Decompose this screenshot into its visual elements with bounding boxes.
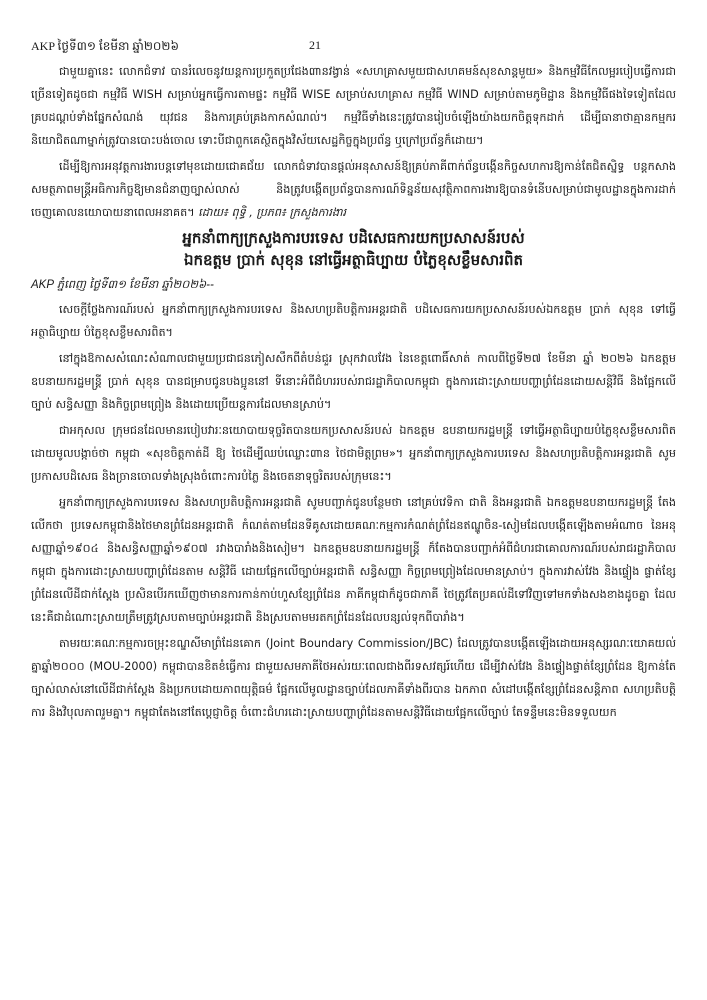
title-line: ឯកឧត្តម ប្រាក់ សុខុន នៅធ្វើអត្ថាធិប្បាយ បំភ្លៃខុសខ្លឹមសារពិត: [183, 251, 524, 269]
paragraph: តាមរយៈគណៈកម្មការចម្រុះខណ្ឌសីមាព្រំដែនគោក (Joint Boundary Commission/JBC) ដែលត្រូវបានបង្កើតឡើងដោយអនុស្សរណៈយោគយល់គ្នាឆ្នាំ២០០០ (MOU-2000) កម្ពុជាបានខិតខំធ្វើការ ជាមួយសមភាគីថៃអស់រយៈពេលជាងពីរទសវត្សរ៍ហើយ ដើម្បីវាស់វែង និងផ្ទៀងផ្ទាត់ខ្សែព្រំដែន ឱ្យកាន់តែ ច្បាស់លាស់នៅលើដីជាក់ស្តែង និងប្រកបដោយភាពយុត្តិធម៌ ផ្អែកលើមូលដ្ឋានច្បាប់ដែលភាគីទាំងពីរបាន ឯកភាព សំដៅបង្កើតខ្សែព្រំដែនសន្តិភាព សហប្រតិបត្តិការ និងវិបុលភាពរួមគ្នា។ កម្ពុជាតែងនៅតែប្តេជ្ញាចិត្ត ចំពោះជំហរដោះស្រាយបញ្ហាព្រំដែនតាមសន្តិវិធីដោយផ្អែកលើច្បាប់ តែទន្ទឹមនេះមិនទទួលយក: [31, 637, 676, 719]
paragraph: នៅក្នុងឱកាសសំណេះសំណាលជាមួយប្រជាជនភៀសសឹកពីតំបន់ជួរ ស្រុកវាលវែង នៃខេត្តពោធិ៍សាត់ កាលពីថ្ងៃទី២៧ ខែមីនា ឆ្នាំ ២០២៦ ឯកឧត្តមឧបនាយករដ្ឋមន្ត្រី ប្រាក់ សុខុន បានជម្រាបជូនបងប្អូននៅ ទីនោះអំពីជំហររបស់រាជរដ្ឋាភិបាលកម្ពុជា ក្នុងការដោះស្រាយបញ្ហាព្រំដែនដោយសន្តិវិធី និងផ្អែកលើច្បាប់ សន្ធិសញ្ញា និងកិច្ចព្រមព្រៀង និងដោយប្រើយន្តការដែលមានស្រាប់។: [31, 352, 676, 411]
page-header: [31, 38, 676, 54]
paragraph: [31, 155, 676, 224]
article-byline: ដោយ៖ ពុទ្ធិ , ប្រភព៖ ក្រសួងការងារ: [198, 206, 347, 219]
page-content: [31, 60, 676, 727]
article-dateline: AKP ភ្នំពេញ ថ្ងៃទី៣១ ខែមីនា ឆ្នាំ២០២៦--: [31, 279, 214, 291]
paragraph: អ្នកនាំពាក្យក្រសួងការបរទេស និងសហប្រតិបត្តិការអន្តរជាតិ សូមបញ្ជាក់ជូនបន្ថែមថា នៅគ្រប់វេទិកា ជាតិ និងអន្តរជាតិ ឯកឧត្តមឧបនាយករដ្ឋមន្ត្រី តែងលើកថា ប្រទេសកម្ពុជានិងថៃមានព្រំដែនអន្តរជាតិ កំណត់តាមដែនទីគូសដោយគណៈកម្មការកំណត់ព្រំដែនឥណ្ឌូចិន-សៀមដែលបង្កើតឡើងតាមអំណាច នៃអនុសញ្ញាឆ្នាំ១៩០៤ និងសន្ធិសញ្ញាឆ្នាំ១៩០៧ រវាងបារាំងនិងសៀម។ ឯកឧត្តមឧបនាយករដ្ឋមន្ត្រី ក៏តែងបានបញ្ជាក់អំពីជំហរជាគោលការណ៍របស់រាជរដ្ឋាភិបាលកម្ពុជា ក្នុងការដោះស្រាយបញ្ហាព្រំដែនតាម សន្តិវិធី ដោយផ្អែកលើច្បាប់អន្តរជាតិ សន្ធិសញ្ញា កិច្ចព្រមព្រៀងដែលមានស្រាប់។ ក្នុងការវាស់វែង និងផ្ទៀង ផ្ទាត់ខ្សែព្រំដែនលើដីជាក់ស្តែង ប្រសិនបើរកឃើញថាមានការកាន់កាប់ហួសខ្សែព្រំដែន ភាគីកម្ពុជាក៏ដូចជាភាគី ថៃត្រូវតែប្រគល់ដីទៅវិញទៅមកទាំងសងខាងដូចគ្នា ដែលនេះគឺជាដំណោះស្រាយត្រឹមត្រូវស្របតាមច្បាប់អន្តរជាតិ និងស្របតាមមរតកព្រំដែនដែលបន្សល់ទុកពីបារាំង។: [31, 496, 676, 624]
paragraph: សេចក្តីថ្លែងការណ៍របស់ អ្នកនាំពាក្យក្រសួងការបរទេស និងសហប្រតិបត្តិការអន្តរជាតិ បដិសេធការយកប្រសាសន៍របស់ឯកឧត្តម ប្រាក់ សុខុន ទៅធ្វើអត្ថាធិប្បាយ បំភ្លៃខុសខ្លឹមសារពិត។: [31, 303, 676, 339]
title-line: អ្នកនាំពាក្យក្រសួងការបរទេស បដិសេធការយកប្រសាសន៍របស់: [182, 229, 525, 247]
paragraph: ជាអកុសល ក្រុមជនដែលមានរបៀបវារៈនយោបាយទុច្ចរិតបានយកប្រសាសន៍របស់ ឯកឧត្តម ឧបនាយករដ្ឋមន្ត្រី ទៅធ្វើអត្ថាធិប្បាយបំភ្លៃខុសខ្លឹមសារពិត ដោយមូលបង្កាច់ថា កម្ពុជា «សុខចិត្តកាត់ដី ឱ្យ ថៃដើម្បីឈប់ឈ្លោះ៣ាន ថៃជាមិត្តព្រម»។ អ្នកនាំពាក្យក្រសួងការបរទេស និងសហប្រតិបត្តិការអន្តរជាតិ សូម ប្រកាសបដិសេធ និងច្រានចោលទាំងស្រុងចំពោះការបំភ្លៃ និងចេតនាទុច្ចរិតរបស់ក្រុមនេះ។: [31, 424, 676, 483]
paragraph: ជាមួយគ្នានេះ លោកជំទាវ បានរំលេចនូវយន្តការប្រកួតប្រជែង៣ានវង្វាន់ «សហគ្រាសមួយជាសហគមន៍សុខសាន្តមួយ» និងកម្មវិធីកែលម្អរបៀបធ្វើការជាច្រើនទៀតដូចជា កម្មវិធី WISH សម្រាប់អ្នកធ្វើការតាមផ្ទះ កម្មវិធី WISE សម្រាប់សហគ្រាស កម្មវិធី WIND សម្រាប់តាមភូមិដ្ឋាន និងកម្មវិធីផងទៃទៀតដែលគ្របដណ្តប់ទាំងផ្នែកសំណង់ យុវជន និងការគ្រប់គ្រងកាកសំណល់។ កម្មវិធីទាំងនេះត្រូវបានរៀបចំឡើងយ៉ាងយកចិត្តទុកដាក់ ដើម្បីធានាថាគ្មានកម្មករនិយោជិតណាម្នាក់ត្រូវបានបោះបង់ចោល ទោះបីជាពួកគេស្ថិតក្នុងវិស័យសេដ្ឋកិច្ចក្នុងប្រព័ន្ធ ឬក្រៅប្រព័ន្ធក៏ដោយ។: [31, 65, 676, 147]
paragraph-text: ដើម្បីឱ្យការអនុវត្តការងារបន្តទៅមុខដោយជោគជ័យ លោកជំទាវបានផ្តល់អនុសាសន៍ឱ្យគ្រប់ភាគីពាក់ព័ន្ធបង្កើនកិច្ចសហការឱ្យកាន់តែជិតស្និទ្ធ បន្តកសាងសមត្ថភាពមន្ត្រីអធិការកិច្ចឱ្យមានជំនាញច្បាស់លាស់ និងត្រូវបង្កើតប្រព័ន្ធបានការណ៍ទិន្នន័យសុវត្ថិភាពការងារឱ្យបានទំនើបសម្រាប់ជាមូលដ្ឋានក្នុងការដាក់ចេញគោលនយោបាយនាពេលអនាគត។: [31, 160, 676, 219]
page-number: 21: [309, 38, 321, 52]
header-date: AKP ថ្ងៃទី៣១ ខែមីនា ឆ្នាំ២០២៦: [31, 39, 179, 53]
article-title: [31, 227, 676, 271]
